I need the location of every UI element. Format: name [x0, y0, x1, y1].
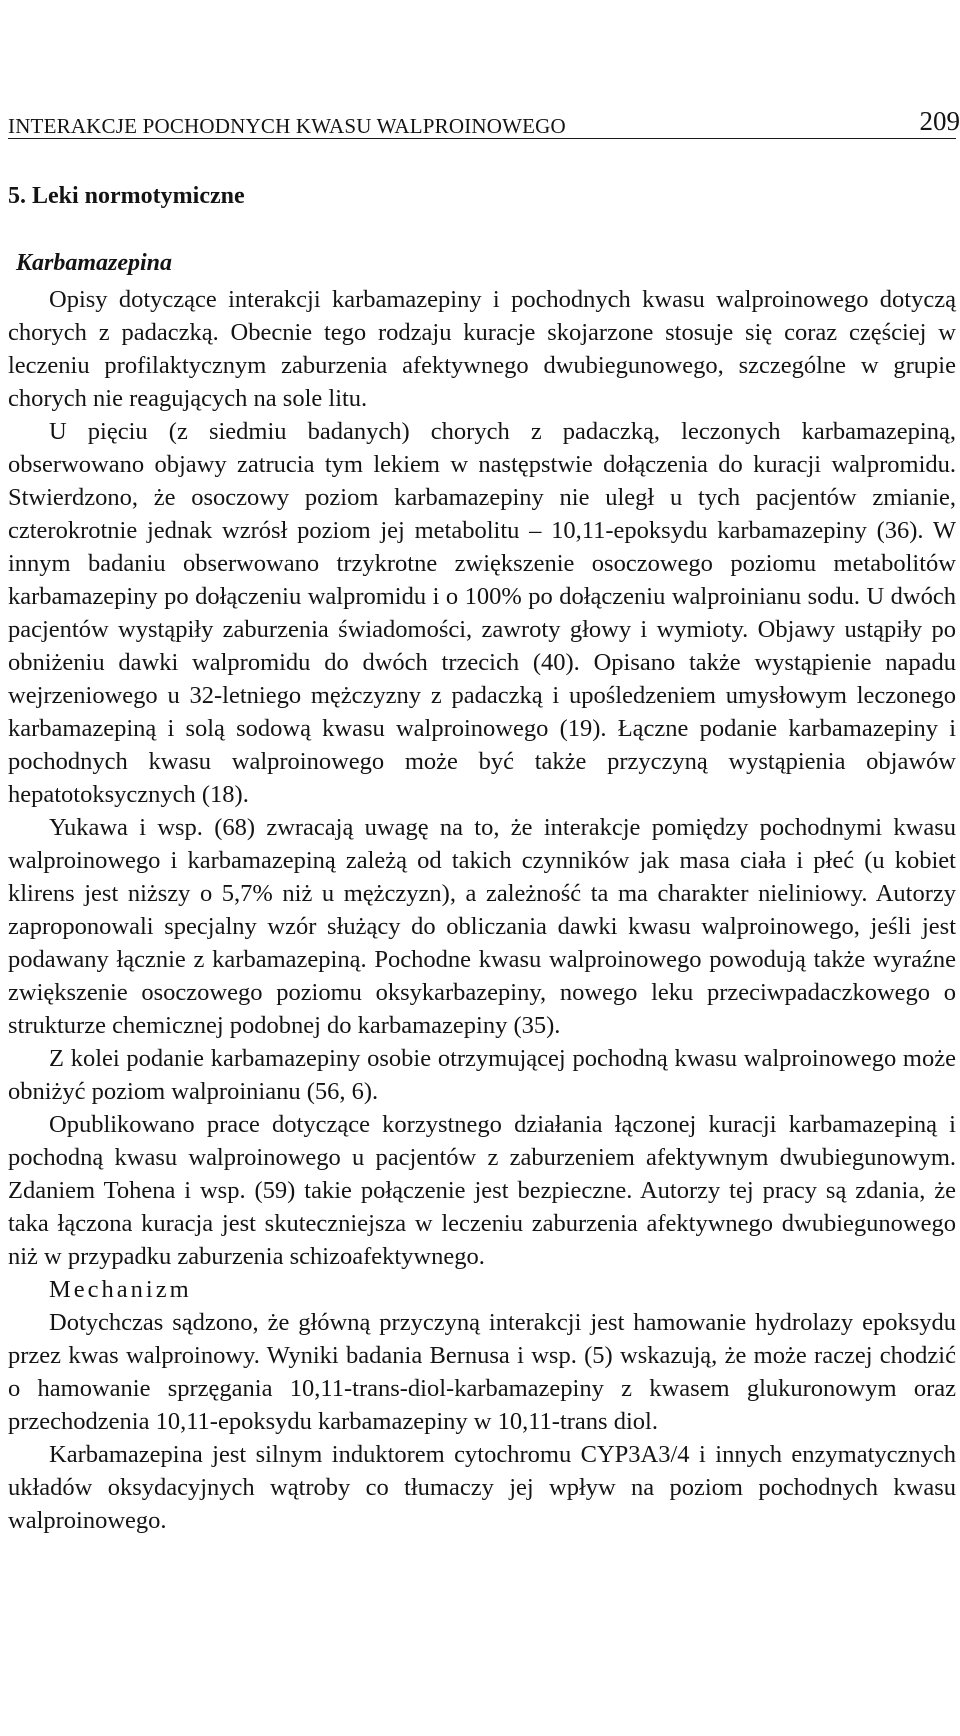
paragraph-3: Yukawa i wsp. (68) zwracają uwagę na to, że interakcje pomiędzy pochodnymi kwasu walproinowego i karbamazepiną zależą od takich czynników jak masa ciała i płeć (u kobiet klirens jest niższy o 5,7% niż u mężczyzn), a zależność ta ma charakter nieliniowy. Autorzy zaproponowali specjalny wzór służący do obliczania dawki kwasu walproinowego, jeśli jest podawany łącznie z karbamazepiną. Pochodne kwasu walproinowego powodują także wyraźne zwiększenie osoczowego poziomu oksykarbazepiny, nowego leku przeciwpadaczkowego o strukturze chemicznej podobnej do karbamazepiny (35).	[8, 814, 956, 1039]
paragraph-4: Z kolei podanie karbamazepiny osobie otrzymującej pochodną kwasu walproinowego może obniżyć poziom walproinianu (56, 6).	[8, 1045, 956, 1105]
paragraph-5: Opublikowano prace dotyczące korzystnego działania łączonej kuracji karbamazepiną i pochodną kwasu walproinowego u pacjentów z zaburzeniem afektywnym dwubiegunowym. Zdaniem Tohena i wsp. (59) takie połączenie jest bezpieczne. Autorzy tej pracy są zdania, że taka łączona kuracja jest skuteczniejsza w leczeniu zaburzenia afektywnego dwubiegunowego niż w przypadku zaburzenia schizoafektywnego.	[8, 1111, 956, 1270]
paragraph-2: U pięciu (z siedmiu badanych) chorych z padaczką, leczonych karbamazepiną, obserwowano objawy zatrucia tym lekiem w następstwie dołączenia do kuracji walpromidu. Stwierdzono, że osoczowy poziom karbamazepiny nie uległ u tych pacjentów zmianie, czterokrotnie jednak wzrósł poziom jej metabolitu – 10,11-epoksydu karbamazepiny (36). W innym badaniu obserwowano trzykrotne zwiększenie osoczowego poziomu metabolitów karbamazepiny po dołączeniu walpromidu i o 100% po dołączeniu walproinianu sodu. U dwóch pacjentów wystąpiły zaburzenia świadomości, zawroty głowy i wymioty. Objawy ustąpiły po obniżeniu dawki walpromidu do dwóch trzecich (40). Opisano także wystąpienie napadu wejrzeniowego u 32-letniego mężczyzny z padaczką i upośledzeniem umysłowym leczonego karbamazepiną i solą sodową kwasu walproinowego (19). Łączne podanie karbamazepiny i pochodnych kwasu walproinowego może być także przyczyną wystąpienia objawów hepatotoksycznych (18).	[8, 418, 956, 808]
document-page	[8, 0, 960, 1736]
page-header	[8, 104, 960, 139]
subheading-karbamazepina: Karbamazepina	[16, 250, 173, 276]
page-number: 209	[919, 106, 960, 136]
running-title: INTERAKCJE POCHODNYCH KWASU WALPROINOWEGO	[8, 114, 566, 138]
mechanism-paragraph-1: Dotychczas sądzono, że główną przyczyną interakcji jest hamowanie hydrolazy epoksydu przez kwas walproinowy. Wyniki badania Bernusa i wsp. (5) wskazują, że może raczej chodzić o hamowanie sprzęgania 10,11-trans-diol-karbamazepiny z kwasem glukuronowym oraz przechodzenia 10,11-epoksydu karbamazepiny w 10,11-trans diol.	[8, 1309, 956, 1435]
paragraph-1: Opisy dotyczące interakcji karbamazepiny i pochodnych kwasu walproinowego dotyczą chorych z padaczką. Obecnie tego rodzaju kuracje skojarzone stosuje się coraz częściej w leczeniu profilaktycznym zaburzenia afektywnego dwubiegunowego, szczególne w grupie chorych nie reagujących na sole litu.	[8, 286, 956, 412]
section-heading: 5. Leki normotymiczne	[8, 183, 245, 209]
mechanism-label: Mechanizm	[49, 1276, 192, 1303]
mechanism-paragraph-2: Karbamazepina jest silnym induktorem cytochromu CYP3A3/4 i innych enzymatycznych układów oksydacyjnych wątroby co tłumaczy jej wpływ na poziom pochodnych kwasu walproinowego.	[8, 1441, 956, 1534]
body-text	[8, 283, 956, 1537]
